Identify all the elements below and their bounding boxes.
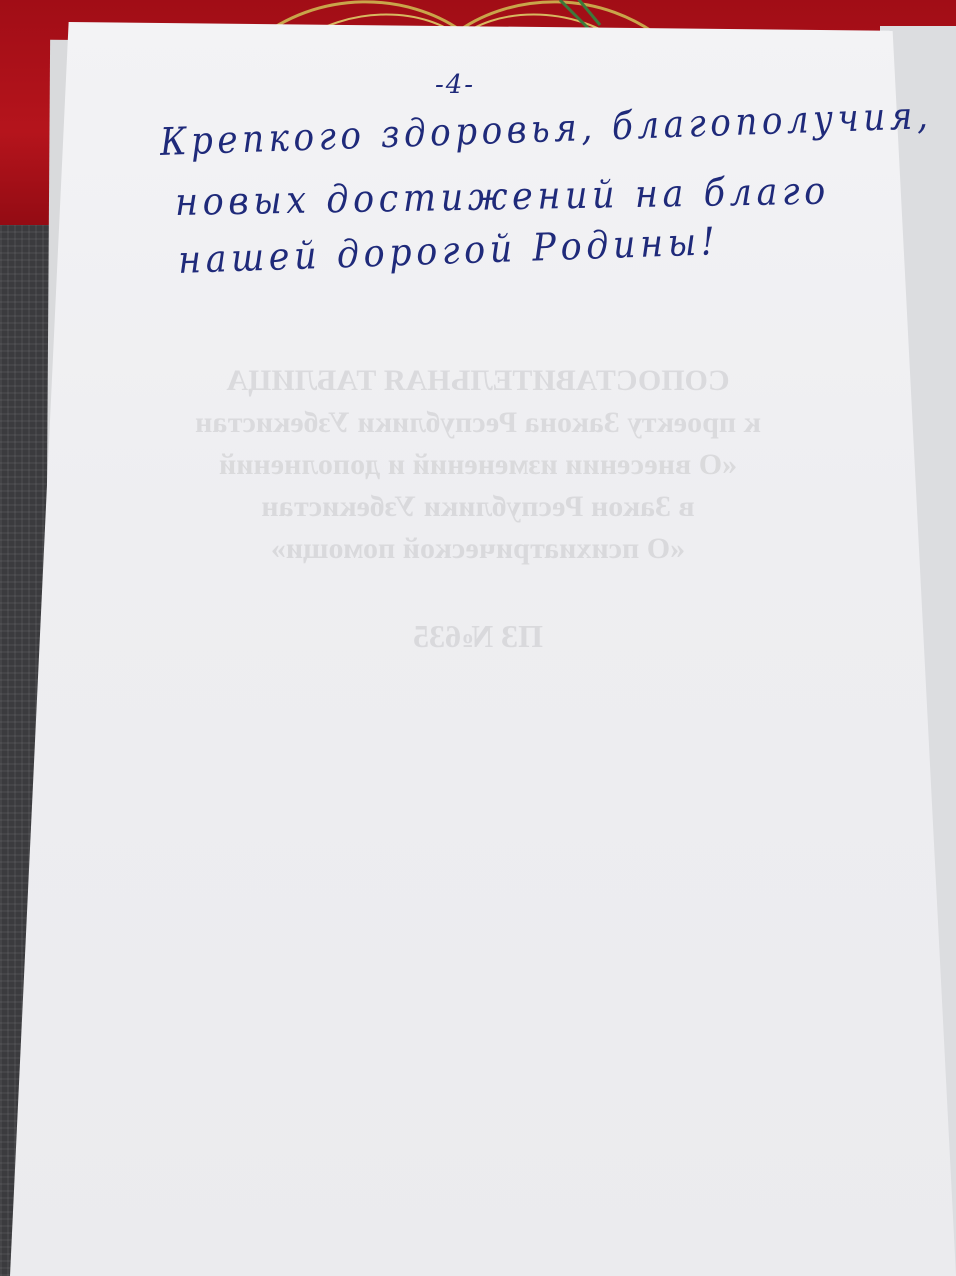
bleed-document-code: ПЗ №635 [413,618,543,654]
bleed-line: в Закон Республики Узбекистан [261,490,695,523]
note-line-3: нашей дорогой Родины! [177,219,721,282]
bleed-through-text [0,360,956,655]
note-line-2: новых достижений на благо [174,168,831,224]
bleed-line: «О психиатрической помощи» [270,532,686,565]
note-line-1: Крепкого здоровья, благополучия, [159,93,933,164]
handwritten-note [0,0,956,320]
bleed-line: СОПОСТАВИТЕЛЬНАЯ ТАБЛИЦА [226,364,730,397]
bleed-line: «О внесении изменений и дополнений [218,448,738,481]
bleed-line: к проекту Закона Республики Узбекистан [195,406,761,439]
page-number: -4- [434,70,476,100]
